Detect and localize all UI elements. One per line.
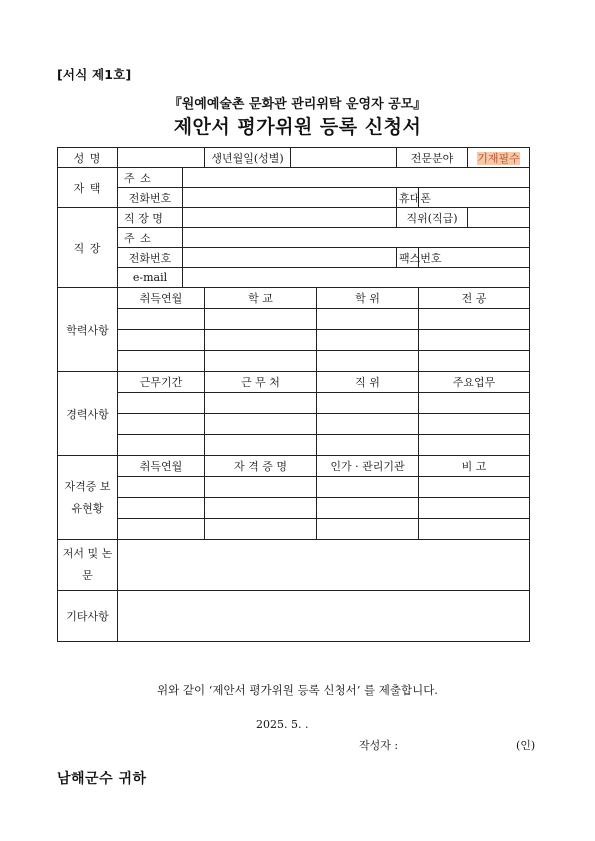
qualification-label: 자격증 보유현황 [58,456,118,540]
qualification-cell[interactable] [205,498,317,519]
field-label: 전문분야 [397,148,468,168]
career-cell[interactable] [419,393,530,414]
education-header-row [58,288,530,309]
home-phone-label: 전화번호 [118,188,183,208]
qualification-row [58,477,530,498]
qualification-cell[interactable] [419,498,530,519]
qualification-cell[interactable] [118,477,205,498]
birth-field[interactable] [291,148,397,168]
submission-date[interactable]: 2025. 5. . [256,718,309,731]
qualification-row [58,498,530,519]
qualification-cell[interactable] [118,498,205,519]
fax-label: 팩스번호 [397,248,419,268]
education-header: 학 교 [205,288,317,309]
education-cell[interactable] [205,351,317,372]
work-label: 직 장 [58,208,118,288]
position-label: 직위(직급) [397,208,468,228]
education-row [58,351,530,372]
home-phone-row [58,188,530,208]
name-field[interactable] [118,148,205,168]
career-row [58,393,530,414]
position-field[interactable] [468,208,530,228]
home-address-label: 주 소 [118,168,183,188]
email-label: e-mail [118,268,183,288]
education-cell[interactable] [317,330,419,351]
addressee: 남해군수 귀하 [57,771,147,787]
career-row [58,414,530,435]
form-number: [서식 제1호] [57,67,132,82]
qualification-cell[interactable] [419,519,530,540]
work-phone-field[interactable] [183,248,397,268]
qualification-header-row [58,456,530,477]
career-cell[interactable] [419,435,530,456]
career-cell[interactable] [419,414,530,435]
home-phone-field[interactable] [183,188,397,208]
education-cell[interactable] [205,330,317,351]
career-header: 주요업무 [419,372,530,393]
name-row [58,148,530,168]
career-cell[interactable] [118,435,205,456]
education-cell[interactable] [419,351,530,372]
qualification-cell[interactable] [317,519,419,540]
education-row [58,330,530,351]
work-address-label: 주 소 [118,228,183,248]
education-cell[interactable] [205,309,317,330]
education-label: 학력사항 [58,288,118,372]
education-cell[interactable] [118,351,205,372]
education-cell[interactable] [317,309,419,330]
publications-field[interactable] [118,540,530,591]
career-header: 근무기간 [118,372,205,393]
application-form-table [57,147,530,642]
career-header-row [58,372,530,393]
submission-statement: 위와 같이 ‘제안서 평가위원 등록 신청서’ 를 제출합니다. [157,683,438,697]
others-row [58,591,530,642]
document-title: 제안서 평가위원 등록 신청서 [173,116,422,138]
career-cell[interactable] [118,393,205,414]
education-cell[interactable] [317,351,419,372]
publications-label: 저서 및 논문 [58,540,118,591]
home-address-row [58,168,530,188]
work-address-field[interactable] [183,228,530,248]
writer-label: 작성자 : [359,739,399,752]
birth-label: 생년월일(성별) [205,148,291,168]
qualification-cell[interactable] [317,477,419,498]
company-field[interactable] [183,208,397,228]
education-cell[interactable] [118,330,205,351]
education-header: 학 위 [317,288,419,309]
career-cell[interactable] [205,393,317,414]
qualification-cell[interactable] [205,519,317,540]
qualification-header: 비 고 [419,456,530,477]
career-cell[interactable] [205,414,317,435]
others-field[interactable] [118,591,530,642]
name-label: 성 명 [58,148,118,168]
home-address-field[interactable] [183,168,530,188]
mobile-label: 휴대폰 [397,188,419,208]
qualification-cell[interactable] [419,477,530,498]
qualification-header: 취득연월 [118,456,205,477]
company-label: 직 장 명 [118,208,183,228]
career-cell[interactable] [317,393,419,414]
email-row [58,268,530,288]
career-row [58,435,530,456]
education-cell[interactable] [118,309,205,330]
career-cell[interactable] [317,435,419,456]
email-field[interactable] [183,268,530,288]
work-address-row [58,228,530,248]
qualification-row [58,519,530,540]
seal-mark: (인) [516,739,536,752]
qualification-header: 인가 · 관리기관 [317,456,419,477]
qualification-cell[interactable] [317,498,419,519]
education-header: 전 공 [419,288,530,309]
career-cell[interactable] [118,414,205,435]
work-phone-row [58,248,530,268]
education-cell[interactable] [419,309,530,330]
education-cell[interactable] [419,330,530,351]
career-label: 경력사항 [58,372,118,456]
career-header: 직 위 [317,372,419,393]
qualification-header: 자 격 증 명 [205,456,317,477]
field-value[interactable] [468,148,530,168]
publications-row [58,540,530,591]
education-row [58,309,530,330]
work-phone-label: 전화번호 [118,248,183,268]
qualification-cell[interactable] [205,477,317,498]
education-header: 취득연월 [118,288,205,309]
required-badge: 기재필수 [477,151,520,165]
career-cell[interactable] [317,414,419,435]
mobile-field[interactable] [419,188,530,208]
document-subtitle: 『원예예술촌 문화관 관리위탁 운영자 공모』 [168,97,427,112]
career-cell[interactable] [205,435,317,456]
company-row [58,208,530,228]
career-header: 근 무 처 [205,372,317,393]
qualification-cell[interactable] [118,519,205,540]
home-label: 자 택 [58,168,118,208]
others-label: 기타사항 [58,591,118,642]
